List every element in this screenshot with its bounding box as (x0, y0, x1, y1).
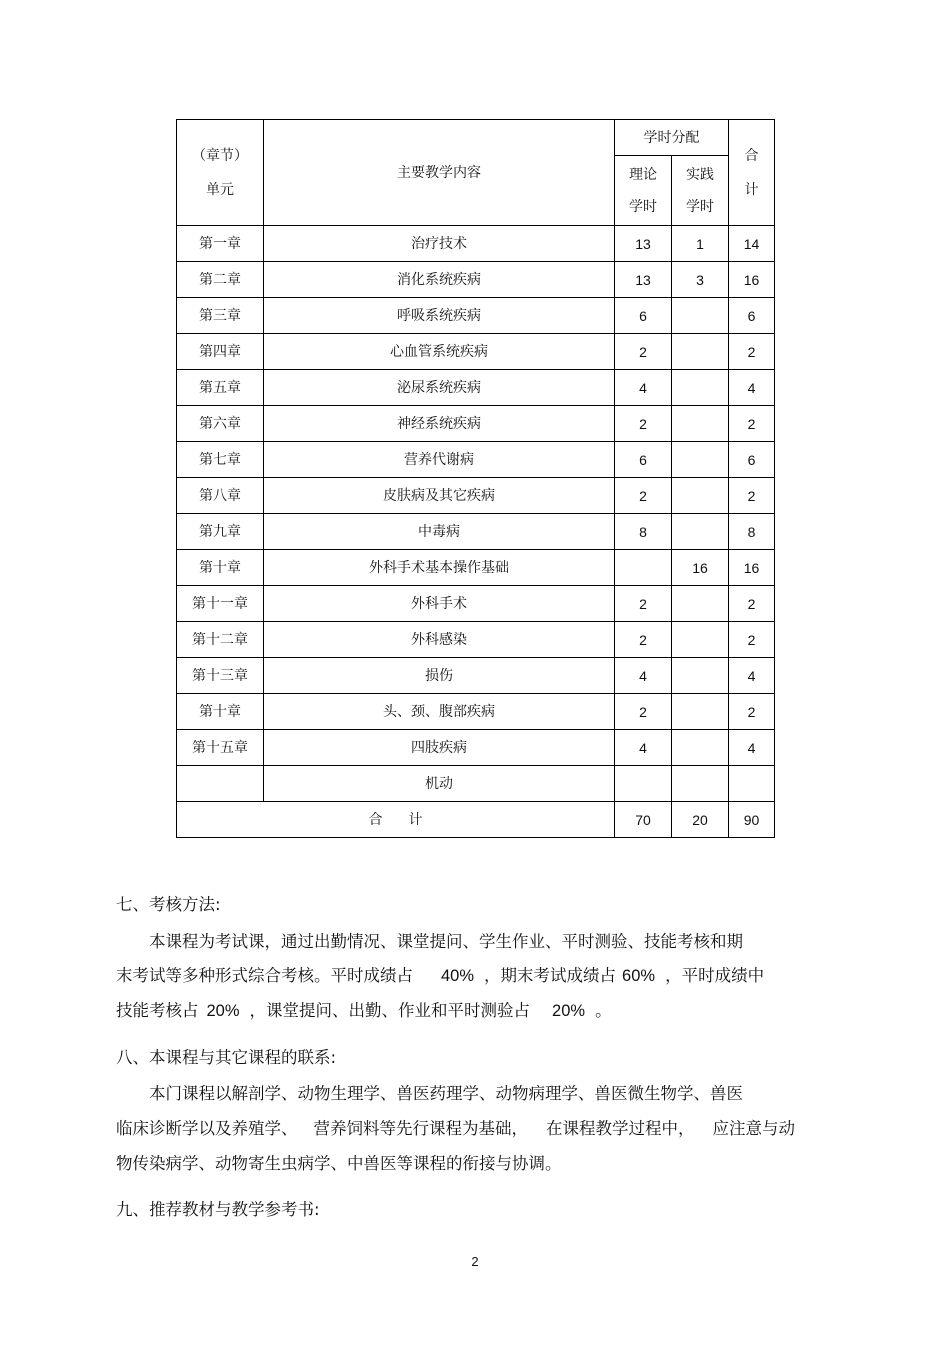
header-theory (615, 156, 672, 226)
cell-content: 消化系统疾病 (264, 262, 615, 298)
table-row (177, 370, 775, 406)
section7-heading: 七、考核方法: (116, 895, 221, 914)
cell-content: 四肢疾病 (264, 730, 615, 766)
table-row (177, 262, 775, 298)
cell-total: 14 (729, 226, 775, 262)
table-row (177, 514, 775, 550)
cell-theory: 2 (615, 478, 672, 514)
section8-line2-a: 临床诊断学以及养殖学、 (116, 1119, 298, 1138)
cell-theory: 13 (615, 262, 672, 298)
cell-total: 2 (729, 406, 775, 442)
table-row (177, 586, 775, 622)
table-row (177, 478, 775, 514)
header-unit (177, 120, 264, 226)
cell-content: 心血管系统疾病 (264, 334, 615, 370)
cell-practice (672, 694, 729, 730)
header-hours-group: 学时分配 (615, 120, 729, 156)
section8-line3: 物传染病学、动物寄生虫病学、中兽医等课程的衔接与协调。 (116, 1154, 562, 1173)
cell-practice: 1 (672, 226, 729, 262)
cell-theory: 2 (615, 622, 672, 658)
section7-line2-c: ，平时成绩中 (665, 966, 765, 985)
cell-total (729, 766, 775, 802)
table-row (177, 298, 775, 334)
cell-practice (672, 406, 729, 442)
cell-content: 外科感染 (264, 622, 615, 658)
cell-practice (672, 766, 729, 802)
cell-theory (615, 766, 672, 802)
cell-theory: 4 (615, 370, 672, 406)
cell-practice (672, 658, 729, 694)
section8-line1: 本门课程以解剖学、动物生理学、兽医药理学、动物病理学、兽医微生物学、兽医 (149, 1084, 743, 1103)
cell-total: 4 (729, 730, 775, 766)
section8-line2 (116, 1115, 795, 1139)
section7-line3-b: ，课堂提问、出勤、作业和平时测验占 (249, 1001, 531, 1020)
section7-line3-c: 。 (595, 1001, 612, 1020)
section7-line3-pct1: 20% (206, 1002, 240, 1020)
table-row (177, 658, 775, 694)
table-row (177, 622, 775, 658)
header-theory-line1: 理论 (629, 166, 657, 183)
table-row (177, 730, 775, 766)
cell-practice (672, 442, 729, 478)
cell-total: 4 (729, 658, 775, 694)
cell-theory: 8 (615, 514, 672, 550)
cell-theory (615, 550, 672, 586)
table-row (177, 766, 775, 802)
section7-line2-a: 末考试等多种形式综合考核。平时成绩占 (116, 966, 413, 985)
cell-content: 外科手术 (264, 586, 615, 622)
cell-content: 损伤 (264, 658, 615, 694)
cell-theory: 2 (615, 586, 672, 622)
header-unit-line2: 单元 (206, 181, 234, 198)
header-practice-line2: 学时 (686, 198, 714, 215)
section7-line2-pct1: 40% (441, 967, 475, 985)
cell-theory: 2 (615, 334, 672, 370)
table-row (177, 334, 775, 370)
cell-content: 神经系统疾病 (264, 406, 615, 442)
cell-chapter: 第七章 (177, 442, 264, 478)
cell-practice (672, 730, 729, 766)
cell-practice (672, 514, 729, 550)
cell-chapter: 第五章 (177, 370, 264, 406)
header-content: 主要教学内容 (264, 120, 615, 226)
cell-chapter: 第二章 (177, 262, 264, 298)
section7-line2 (116, 962, 764, 986)
cell-total: 2 (729, 586, 775, 622)
section7-line3-a: 技能考核占 (116, 1001, 199, 1020)
cell-theory: 6 (615, 298, 672, 334)
cell-content: 泌尿系统疾病 (264, 370, 615, 406)
cell-theory: 6 (615, 442, 672, 478)
cell-chapter: 第十章 (177, 694, 264, 730)
header-total-line2: 计 (744, 181, 759, 198)
cell-content: 皮肤病及其它疾病 (264, 478, 615, 514)
section7-line1: 本课程为考试课，通过出勤情况、课堂提问、学生作业、平时测验、技能考核和期 (149, 932, 743, 951)
section7-line3-pct2: 20% (552, 1002, 586, 1020)
total-total: 90 (729, 802, 775, 838)
section8-line2-c: 在课程教学过程中， (546, 1119, 695, 1138)
table-row (177, 226, 775, 262)
section7-line3 (116, 997, 612, 1021)
cell-total: 2 (729, 694, 775, 730)
cell-total: 16 (729, 262, 775, 298)
cell-content: 机动 (264, 766, 615, 802)
cell-practice (672, 334, 729, 370)
table-row (177, 406, 775, 442)
cell-chapter: 第六章 (177, 406, 264, 442)
cell-chapter: 第九章 (177, 514, 264, 550)
cell-theory: 4 (615, 658, 672, 694)
table-row (177, 550, 775, 586)
cell-total: 2 (729, 622, 775, 658)
cell-practice (672, 586, 729, 622)
cell-theory: 4 (615, 730, 672, 766)
section7-line2-pct2: 60% (622, 967, 656, 985)
cell-practice: 16 (672, 550, 729, 586)
header-total (729, 120, 775, 226)
header-theory-line2: 学时 (629, 198, 657, 215)
cell-total: 2 (729, 334, 775, 370)
total-row (177, 802, 775, 838)
cell-chapter: 第十二章 (177, 622, 264, 658)
cell-practice (672, 478, 729, 514)
total-label-b: 计 (408, 811, 423, 828)
course-hours-table (176, 119, 775, 838)
cell-content: 治疗技术 (264, 226, 615, 262)
section8-line2-b: 营养饲料等先行课程为基础， (313, 1119, 528, 1138)
total-label (177, 802, 615, 838)
cell-content: 头、颈、腹部疾病 (264, 694, 615, 730)
cell-content: 营养代谢病 (264, 442, 615, 478)
cell-chapter: 第十一章 (177, 586, 264, 622)
cell-chapter (177, 766, 264, 802)
cell-total: 6 (729, 442, 775, 478)
table-row (177, 442, 775, 478)
cell-chapter: 第十五章 (177, 730, 264, 766)
header-unit-line1: （章节） (192, 147, 248, 164)
cell-total: 2 (729, 478, 775, 514)
cell-content: 呼吸系统疾病 (264, 298, 615, 334)
cell-theory: 2 (615, 694, 672, 730)
section8-line2-d: 应注意与动 (712, 1119, 795, 1138)
cell-chapter: 第一章 (177, 226, 264, 262)
header-total-line1: 合 (744, 147, 759, 164)
table-row (177, 694, 775, 730)
header-practice-line1: 实践 (686, 166, 714, 183)
cell-total: 6 (729, 298, 775, 334)
cell-content: 中毒病 (264, 514, 615, 550)
section8-heading: 八、本课程与其它课程的联系: (116, 1048, 337, 1067)
total-practice: 20 (672, 802, 729, 838)
page-number: 2 (471, 1254, 479, 1269)
cell-practice (672, 622, 729, 658)
header-practice (672, 156, 729, 226)
cell-total: 8 (729, 514, 775, 550)
cell-content: 外科手术基本操作基础 (264, 550, 615, 586)
cell-total: 16 (729, 550, 775, 586)
total-theory: 70 (615, 802, 672, 838)
cell-total: 4 (729, 370, 775, 406)
cell-theory: 2 (615, 406, 672, 442)
cell-chapter: 第八章 (177, 478, 264, 514)
cell-chapter: 第十三章 (177, 658, 264, 694)
cell-chapter: 第三章 (177, 298, 264, 334)
section7-line2-b: ，期末考试成绩占 (484, 966, 617, 985)
cell-chapter: 第十章 (177, 550, 264, 586)
cell-practice: 3 (672, 262, 729, 298)
cell-chapter: 第四章 (177, 334, 264, 370)
cell-practice (672, 298, 729, 334)
cell-practice (672, 370, 729, 406)
total-label-a: 合 (368, 811, 383, 828)
cell-theory: 13 (615, 226, 672, 262)
section9-heading: 九、推荐教材与教学参考书: (116, 1200, 320, 1219)
